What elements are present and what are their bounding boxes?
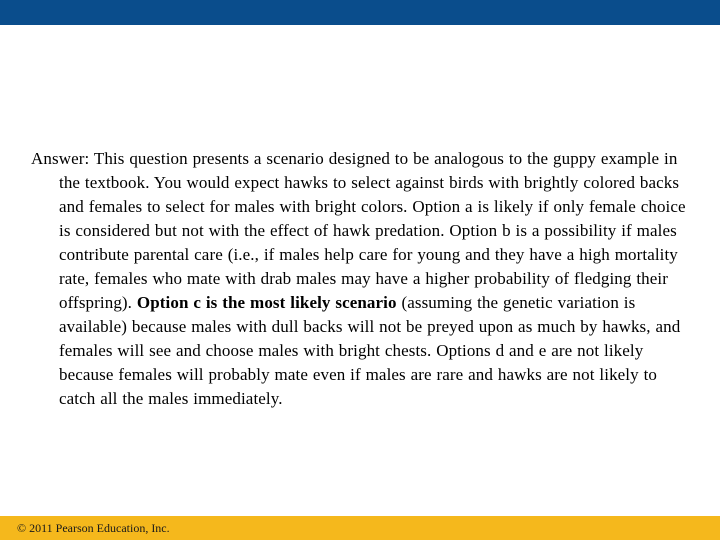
copyright-notice: © 2011 Pearson Education, Inc. [17, 521, 170, 535]
top-banner [0, 0, 720, 25]
answer-text [31, 147, 691, 411]
answer-emphasis: Option c is the most likely scenario [136, 293, 397, 312]
answer-intro: Answer: This question presents a scenario designed to be analogous to the guppy example in the textbook. You would expect hawks to select against birds with brightly colored backs and females to select for males with bright colors. Option a is likely if only female choice is considered but not with the effect of hawk predation. Option b is a possibility if males contribute parental care (i.e., if males help care for young and they have a high mortality rate, females who mate with drab males may have a higher probability of fledging their offspring). [31, 149, 686, 312]
answer-rest: (assuming the genetic variation is available) because males with dull backs will not be preyed upon as much by hawks, and females will see and choose males with bright chests. Options d and e are not likely because females will probably mate even if males are rare and hawks are not likely to catch all the males immediately. [59, 293, 681, 408]
